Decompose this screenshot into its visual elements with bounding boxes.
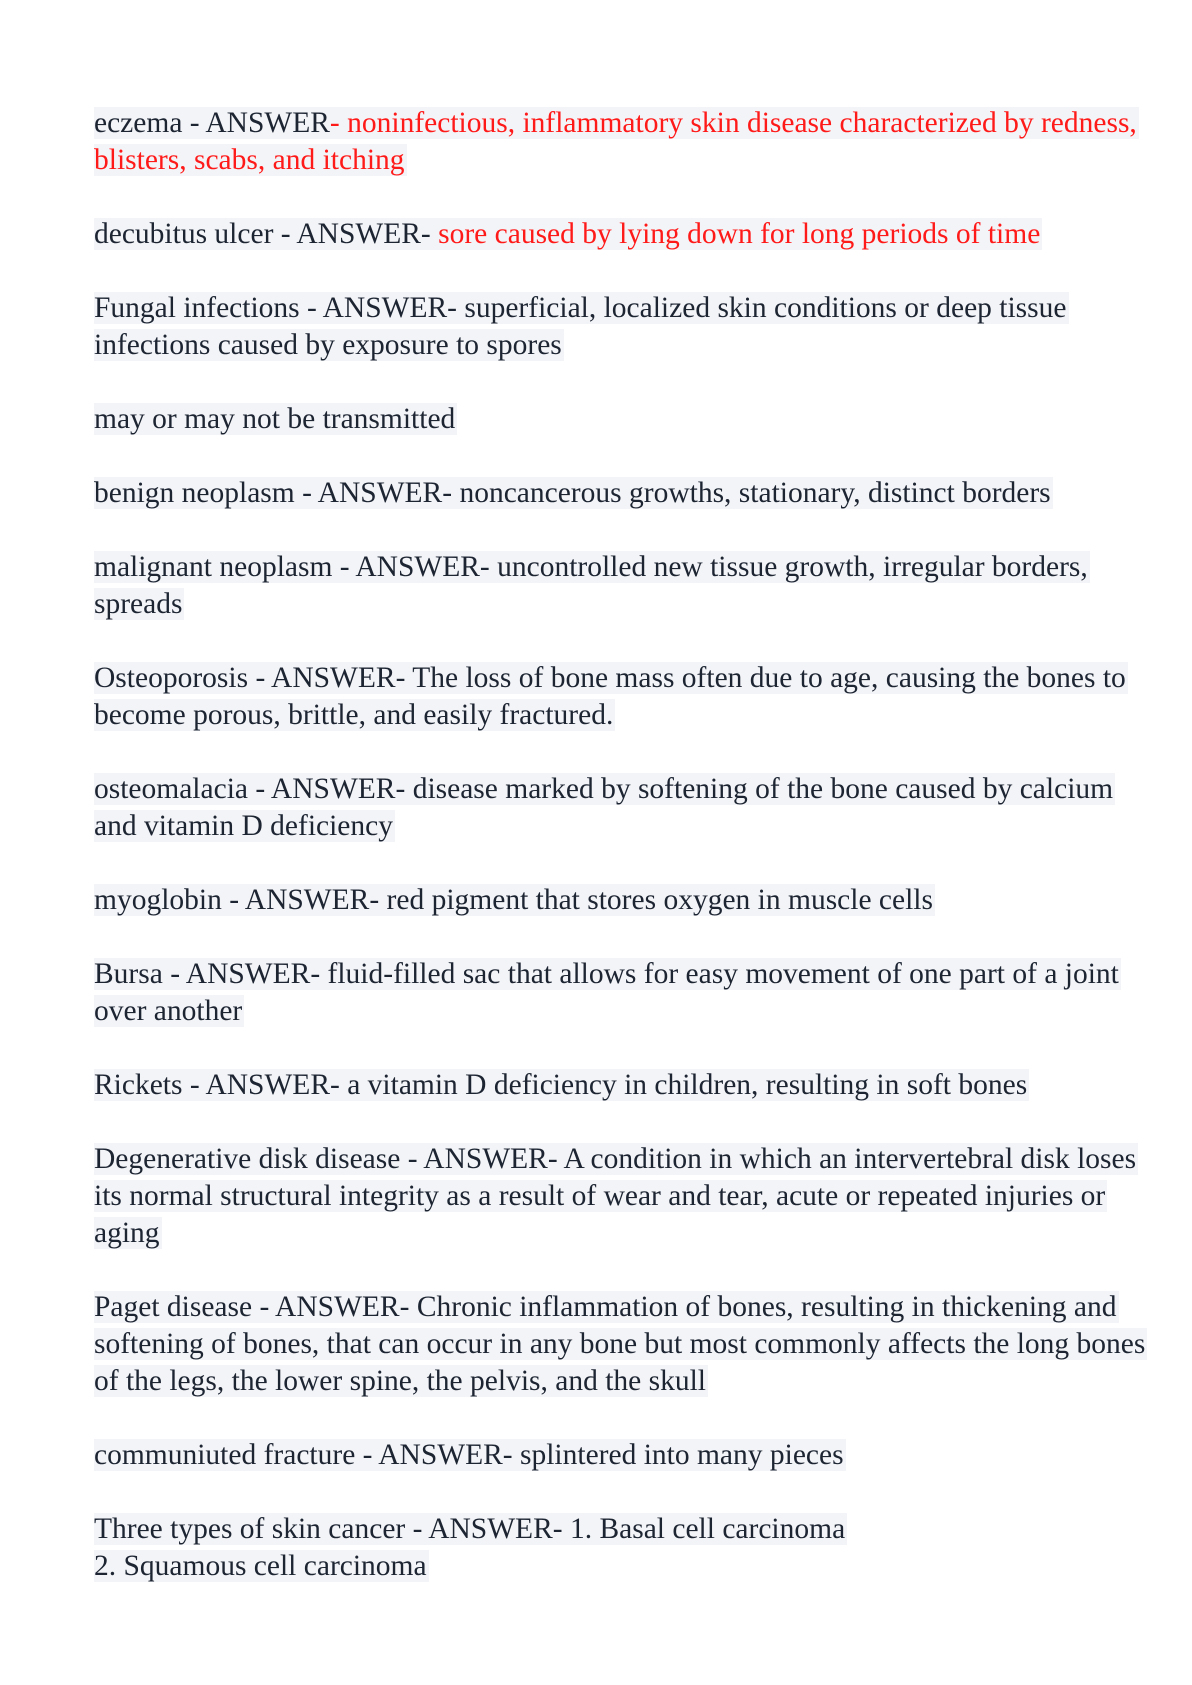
term: Osteoporosis: [94, 662, 249, 694]
answer-text: Chronic inflammation of bones, resulting in thickening and softening of bones, that can occur in any bone but most commonly affects the long bones of the legs, the lower spine, the pelvis, and the skull: [94, 1291, 1146, 1397]
term: Degenerative disk disease: [94, 1143, 401, 1175]
answer-separator: - ANSWER-: [299, 292, 465, 324]
answer-separator: - ANSWER-: [405, 1513, 570, 1545]
answer-text: uncontrolled new tissue growth, irregular borders, spreads: [94, 551, 1088, 620]
term: myoglobin: [94, 884, 222, 916]
answer-separator: - ANSWER-: [182, 1069, 348, 1101]
answer-text: 1. Basal cell carcinoma: [569, 1513, 846, 1545]
answer-text: a vitamin D deficiency in children, resulting in soft bones: [347, 1069, 1028, 1101]
answer-separator: - ANSWER-: [252, 1291, 417, 1323]
qa-entry-paget-disease: [94, 1289, 1154, 1400]
answer-text: The loss of bone mass often due to age, causing the bones to become porous, brittle, and easily fractured.: [94, 662, 1126, 731]
answer-separator: - ANSWER-: [221, 884, 387, 916]
qa-entry-osteomalacia: [94, 771, 1154, 845]
term: decubitus ulcer: [94, 218, 274, 250]
term: Three types of skin cancer: [94, 1513, 406, 1545]
qa-entry-bursa: [94, 956, 1154, 1030]
answer-separator: - ANSWER-: [400, 1143, 564, 1175]
term: malignant neoplasm: [94, 551, 333, 583]
answer-text: superficial, localized skin conditions or deep tissue infections caused by exposure to spores: [94, 292, 1067, 361]
answer-separator: - ANSWER-: [332, 551, 498, 583]
answer-separator: - ANSWER-: [162, 958, 328, 990]
qa-entry-malignant-neoplasm: [94, 549, 1154, 623]
answer-separator: - ANSWER-: [248, 662, 413, 694]
answer-continuation: 2. Squamous cell carcinoma: [94, 1550, 427, 1582]
answer-text: noncancerous growths, stationary, distinct borders: [459, 477, 1051, 509]
answer-text: may or may not be transmitted: [94, 403, 456, 435]
answer-text: sore caused by lying down for long periods of time: [438, 218, 1041, 250]
qa-entry-rickets: [94, 1067, 1154, 1104]
qa-entry-skin-cancer-types: [94, 1511, 1154, 1585]
answer-text: A condition in which an intervertebral disk loses its normal structural integrity as a result of wear and tear, acute or repeated injuries or aging: [94, 1143, 1137, 1249]
term: osteomalacia: [94, 773, 248, 805]
term: Rickets: [94, 1069, 183, 1101]
qa-entry-eczema: [94, 105, 1154, 179]
document-page: [94, 105, 1154, 1622]
term: benign neoplasm: [94, 477, 295, 509]
qa-entry-fungal-infections: [94, 290, 1154, 364]
qa-entry-myoglobin: [94, 882, 1154, 919]
qa-entry-benign-neoplasm: [94, 475, 1154, 512]
qa-entry-communiuted-fracture: [94, 1437, 1154, 1474]
answer-text: fluid-filled sac that allows for easy movement of one part of a joint over another: [94, 958, 1119, 1027]
term: Paget disease: [94, 1291, 253, 1323]
term: Bursa: [94, 958, 163, 990]
answer-separator: - ANSWER-: [355, 1439, 520, 1471]
term: eczema: [94, 107, 183, 139]
qa-entry-degenerative-disk-disease: [94, 1141, 1154, 1252]
answer-separator: - ANSWER: [182, 107, 330, 139]
answer-text: splintered into many pieces: [520, 1439, 844, 1471]
term: communiuted fracture: [94, 1439, 356, 1471]
term: Fungal infections: [94, 292, 300, 324]
qa-entry-decubitus-ulcer: [94, 216, 1154, 253]
qa-entry-osteoporosis: [94, 660, 1154, 734]
answer-text: disease marked by softening of the bone caused by calcium and vitamin D deficiency: [94, 773, 1114, 842]
answer-text: - noninfectious, inflammatory skin disease characterized by redness, blisters, scabs, and itching: [94, 107, 1137, 176]
answer-separator: - ANSWER-: [294, 477, 460, 509]
answer-separator: - ANSWER-: [273, 218, 439, 250]
answer-text: red pigment that stores oxygen in muscle cells: [386, 884, 933, 916]
qa-entry-continuation: [94, 401, 1154, 438]
answer-separator: - ANSWER-: [247, 773, 413, 805]
